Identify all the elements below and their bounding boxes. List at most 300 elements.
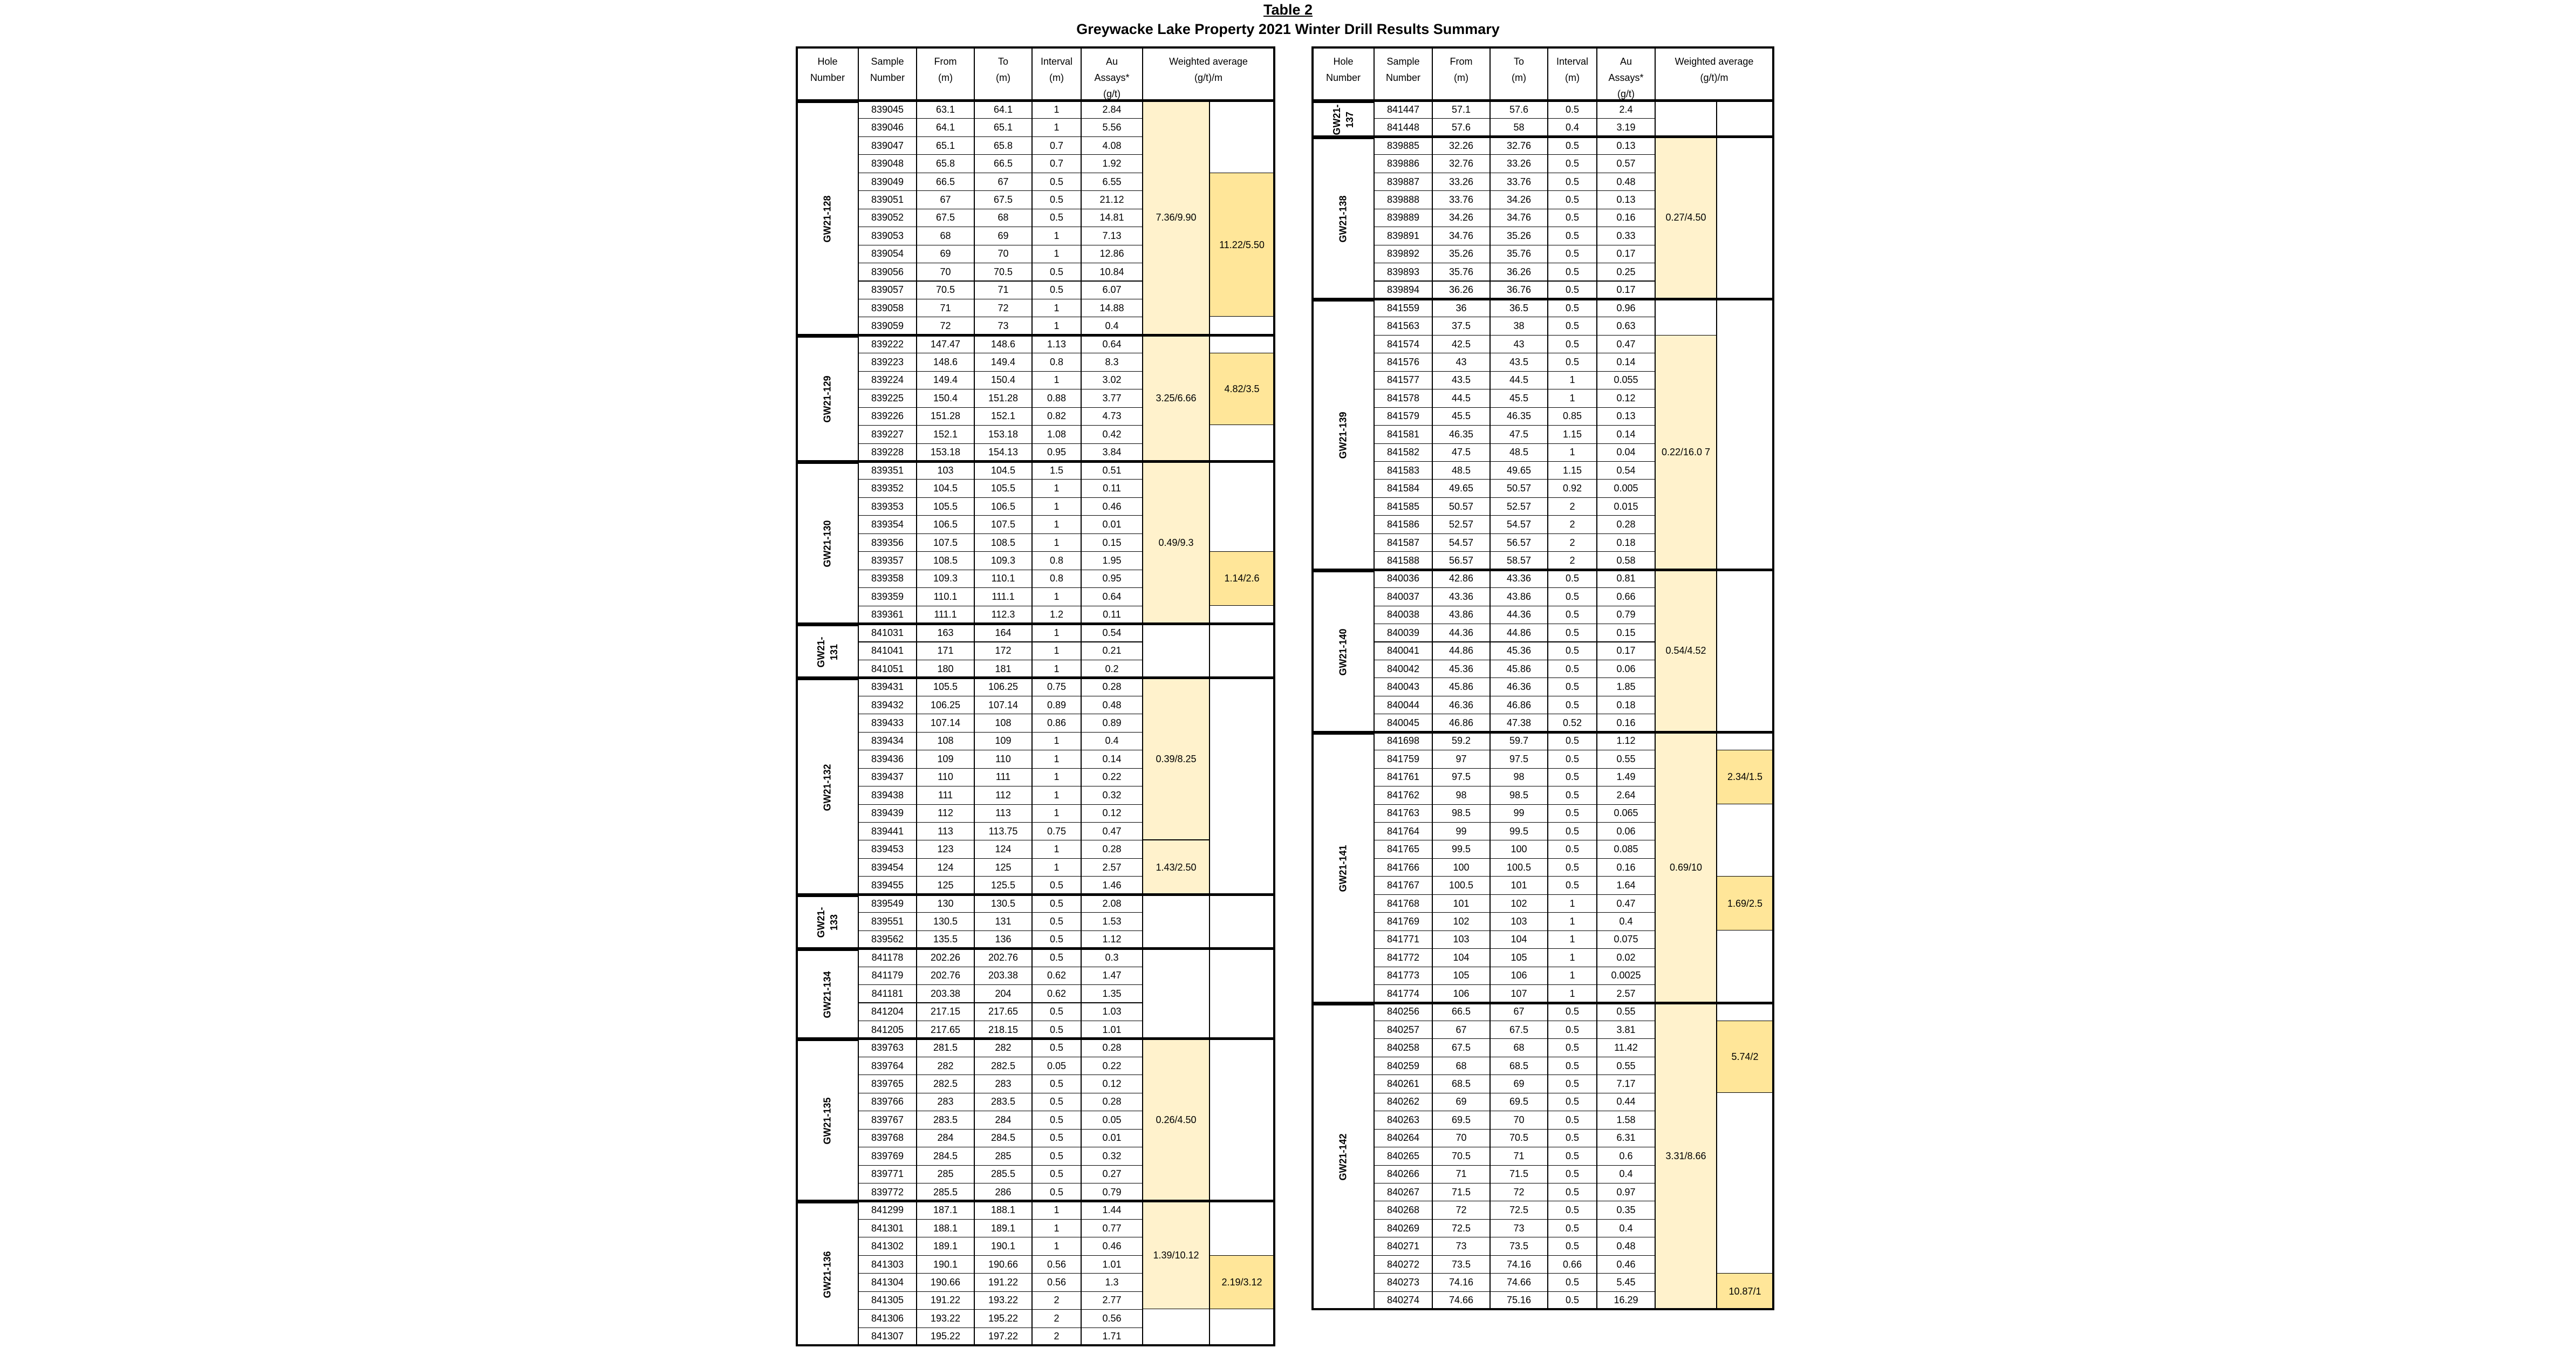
interval-cell: 0.5 bbox=[1548, 570, 1597, 588]
sample-number: 839351 bbox=[858, 461, 917, 480]
sample-number: 841587 bbox=[1374, 533, 1432, 552]
from-cell: 123 bbox=[917, 840, 974, 858]
from-cell: 110.1 bbox=[917, 587, 974, 606]
from-cell: 203.38 bbox=[917, 984, 974, 1003]
interval-cell: 2 bbox=[1548, 551, 1597, 570]
au-assay-cell: 2.57 bbox=[1597, 984, 1655, 1003]
au-assay-cell: 12.86 bbox=[1081, 245, 1143, 263]
au-assay-cell: 0.63 bbox=[1597, 317, 1655, 335]
header-interval-line: (m) bbox=[1565, 72, 1580, 83]
sample-number: 839225 bbox=[858, 389, 917, 407]
interval-cell: 1 bbox=[1548, 948, 1597, 967]
header-au-line: Assays* bbox=[1608, 72, 1644, 83]
from-cell: 43.86 bbox=[1432, 606, 1490, 624]
au-assay-cell: 2.84 bbox=[1081, 100, 1143, 119]
from-cell: 42.86 bbox=[1432, 570, 1490, 588]
interval-cell: 0.5 bbox=[1032, 948, 1081, 967]
sample-number: 839886 bbox=[1374, 154, 1432, 173]
interval-cell: 0.5 bbox=[1032, 209, 1081, 227]
sample-number: 840263 bbox=[1374, 1111, 1432, 1129]
au-assay-cell: 0.17 bbox=[1597, 281, 1655, 299]
sample-number: 841764 bbox=[1374, 822, 1432, 840]
from-cell: 105.5 bbox=[917, 497, 974, 516]
from-cell: 68 bbox=[917, 227, 974, 245]
weighted-average-cell: 0.69/10 bbox=[1655, 732, 1717, 1003]
hole-number-label: GW21-134 bbox=[822, 971, 833, 1018]
from-cell: 49.65 bbox=[1432, 479, 1490, 497]
interval-cell: 0.5 bbox=[1548, 281, 1597, 299]
to-cell: 111.1 bbox=[974, 587, 1032, 606]
to-cell: 46.86 bbox=[1490, 696, 1548, 714]
from-cell: 284.5 bbox=[917, 1147, 974, 1165]
to-cell: 35.26 bbox=[1490, 227, 1548, 245]
from-cell: 191.22 bbox=[917, 1291, 974, 1310]
weighted-average-cell: 0.26/4.50 bbox=[1143, 1038, 1210, 1201]
from-cell: 103 bbox=[917, 461, 974, 480]
from-cell: 97 bbox=[1432, 750, 1490, 768]
to-cell: 283 bbox=[974, 1075, 1032, 1093]
sample-number: 841447 bbox=[1374, 100, 1432, 119]
from-cell: 104.5 bbox=[917, 479, 974, 497]
au-assay-cell: 0.18 bbox=[1597, 696, 1655, 714]
interval-cell: 1 bbox=[1548, 389, 1597, 407]
to-cell: 44.36 bbox=[1490, 606, 1548, 624]
sample-number: 839361 bbox=[858, 606, 917, 624]
interval-cell: 0.5 bbox=[1548, 335, 1597, 353]
interval-cell: 0.86 bbox=[1032, 714, 1081, 732]
hole-number-label: GW21-132 bbox=[822, 764, 833, 811]
sample-number: 841563 bbox=[1374, 317, 1432, 335]
sample-number: 841766 bbox=[1374, 858, 1432, 877]
au-assay-cell: 1.12 bbox=[1597, 732, 1655, 750]
au-assay-cell: 0.06 bbox=[1597, 660, 1655, 678]
interval-cell: 0.62 bbox=[1032, 984, 1081, 1003]
to-cell: 65.8 bbox=[974, 136, 1032, 155]
au-assay-cell: 3.19 bbox=[1597, 118, 1655, 136]
from-cell: 52.57 bbox=[1432, 515, 1490, 533]
hole-number-label: GW21-135 bbox=[822, 1097, 833, 1145]
interval-cell: 0.5 bbox=[1548, 353, 1597, 371]
from-cell: 151.28 bbox=[917, 407, 974, 426]
to-cell: 283.5 bbox=[974, 1093, 1032, 1111]
sample-number: 841759 bbox=[1374, 750, 1432, 768]
sample-number: 839432 bbox=[858, 696, 917, 714]
from-cell: 70.5 bbox=[1432, 1147, 1490, 1165]
sample-number: 839053 bbox=[858, 227, 917, 245]
sample-number: 840256 bbox=[1374, 1003, 1432, 1021]
au-assay-cell: 0.13 bbox=[1597, 190, 1655, 209]
interval-cell: 0.5 bbox=[1548, 858, 1597, 877]
from-cell: 193.22 bbox=[917, 1309, 974, 1328]
to-cell: 68 bbox=[1490, 1038, 1548, 1057]
sample-number: 840274 bbox=[1374, 1291, 1432, 1310]
sample-number: 840267 bbox=[1374, 1183, 1432, 1201]
interval-cell: 1 bbox=[1032, 371, 1081, 389]
header-interval-line: Interval bbox=[1556, 56, 1589, 67]
sample-number: 841051 bbox=[858, 660, 917, 678]
au-assay-cell: 0.04 bbox=[1597, 443, 1655, 462]
to-cell: 71 bbox=[974, 281, 1032, 299]
to-cell: 69 bbox=[974, 227, 1032, 245]
interval-cell: 0.5 bbox=[1032, 876, 1081, 894]
sample-number: 841588 bbox=[1374, 551, 1432, 570]
from-cell: 188.1 bbox=[917, 1219, 974, 1237]
from-cell: 66.5 bbox=[1432, 1003, 1490, 1021]
interval-cell: 0.5 bbox=[1548, 696, 1597, 714]
au-assay-cell: 4.08 bbox=[1081, 136, 1143, 155]
to-cell: 107 bbox=[1490, 984, 1548, 1003]
interval-cell: 1 bbox=[1032, 299, 1081, 317]
from-cell: 163 bbox=[917, 624, 974, 642]
sample-number: 839892 bbox=[1374, 245, 1432, 263]
header-weighted-line: Weighted average bbox=[1169, 56, 1248, 67]
au-assay-cell: 0.56 bbox=[1081, 1309, 1143, 1328]
sample-number: 841299 bbox=[858, 1201, 917, 1219]
sample-number: 839888 bbox=[1374, 190, 1432, 209]
from-cell: 44.86 bbox=[1432, 642, 1490, 660]
from-cell: 65.1 bbox=[917, 136, 974, 155]
au-assay-cell: 0.57 bbox=[1597, 154, 1655, 173]
au-assay-cell: 0.33 bbox=[1597, 227, 1655, 245]
from-cell: 104 bbox=[1432, 948, 1490, 967]
sample-number: 840269 bbox=[1374, 1219, 1432, 1237]
interval-cell: 0.5 bbox=[1548, 136, 1597, 155]
au-assay-cell: 0.27 bbox=[1081, 1165, 1143, 1183]
from-cell: 135.5 bbox=[917, 930, 974, 949]
from-cell: 103 bbox=[1432, 930, 1490, 949]
from-cell: 150.4 bbox=[917, 389, 974, 407]
au-assay-cell: 0.11 bbox=[1081, 479, 1143, 497]
to-cell: 98.5 bbox=[1490, 786, 1548, 804]
au-assay-cell: 0.4 bbox=[1597, 912, 1655, 930]
au-assay-cell: 1.92 bbox=[1081, 154, 1143, 173]
interval-cell: 1 bbox=[1032, 732, 1081, 750]
from-cell: 67 bbox=[1432, 1021, 1490, 1039]
to-cell: 285 bbox=[974, 1147, 1032, 1165]
sample-number: 841179 bbox=[858, 967, 917, 985]
from-cell: 282.5 bbox=[917, 1075, 974, 1093]
from-cell: 282 bbox=[917, 1057, 974, 1075]
from-cell: 36 bbox=[1432, 299, 1490, 317]
interval-cell: 0.5 bbox=[1548, 245, 1597, 263]
to-cell: 104.5 bbox=[974, 461, 1032, 480]
interval-cell: 1 bbox=[1548, 443, 1597, 462]
sample-number: 839352 bbox=[858, 479, 917, 497]
au-assay-cell: 5.56 bbox=[1081, 118, 1143, 136]
interval-cell: 1 bbox=[1032, 768, 1081, 786]
hole-number-label: GW21-​133 bbox=[816, 907, 839, 938]
from-cell: 113 bbox=[917, 822, 974, 840]
from-cell: 50.57 bbox=[1432, 497, 1490, 516]
to-cell: 98 bbox=[1490, 768, 1548, 786]
au-assay-cell: 0.01 bbox=[1081, 1129, 1143, 1147]
from-cell: 106 bbox=[1432, 984, 1490, 1003]
au-assay-cell: 5.45 bbox=[1597, 1273, 1655, 1291]
from-cell: 149.4 bbox=[917, 371, 974, 389]
weighted-average-cell: 4.82/3.5 bbox=[1210, 353, 1274, 425]
sample-number: 841579 bbox=[1374, 407, 1432, 426]
au-assay-cell: 0.64 bbox=[1081, 587, 1143, 606]
weighted-average-cell: 1.39/10.12 bbox=[1143, 1201, 1210, 1309]
interval-cell: 0.5 bbox=[1548, 1291, 1597, 1310]
interval-cell: 1 bbox=[1032, 786, 1081, 804]
to-cell: 45.5 bbox=[1490, 389, 1548, 407]
header-interval-line: Interval bbox=[1040, 56, 1073, 67]
interval-cell: 1.15 bbox=[1548, 461, 1597, 480]
interval-cell: 0.5 bbox=[1548, 804, 1597, 823]
from-cell: 111 bbox=[917, 786, 974, 804]
sample-number: 839891 bbox=[1374, 227, 1432, 245]
to-cell: 113 bbox=[974, 804, 1032, 823]
from-cell: 72 bbox=[1432, 1201, 1490, 1219]
interval-cell: 0.5 bbox=[1032, 1165, 1081, 1183]
hole-number-label: GW21-140 bbox=[1337, 628, 1349, 676]
from-cell: 106.25 bbox=[917, 696, 974, 714]
to-cell: 75.16 bbox=[1490, 1291, 1548, 1310]
to-cell: 44.86 bbox=[1490, 624, 1548, 642]
sample-number: 839767 bbox=[858, 1111, 917, 1129]
to-cell: 70.5 bbox=[1490, 1129, 1548, 1147]
interval-cell: 0.5 bbox=[1548, 154, 1597, 173]
interval-cell: 0.5 bbox=[1548, 732, 1597, 750]
to-cell: 64.1 bbox=[974, 100, 1032, 119]
from-cell: 97.5 bbox=[1432, 768, 1490, 786]
from-cell: 34.26 bbox=[1432, 209, 1490, 227]
to-cell: 100 bbox=[1490, 840, 1548, 858]
from-cell: 54.57 bbox=[1432, 533, 1490, 552]
interval-cell: 0.5 bbox=[1548, 750, 1597, 768]
interval-cell: 1.13 bbox=[1032, 335, 1081, 353]
au-assay-cell: 0.0025 bbox=[1597, 967, 1655, 985]
interval-cell: 1 bbox=[1548, 912, 1597, 930]
sample-number: 840264 bbox=[1374, 1129, 1432, 1147]
sample-number: 839045 bbox=[858, 100, 917, 119]
au-assay-cell: 0.47 bbox=[1597, 335, 1655, 353]
interval-cell: 0.5 bbox=[1548, 1201, 1597, 1219]
from-cell: 73.5 bbox=[1432, 1255, 1490, 1274]
au-assay-cell: 0.79 bbox=[1597, 606, 1655, 624]
au-assay-cell: 0.4 bbox=[1081, 317, 1143, 335]
from-cell: 74.16 bbox=[1432, 1273, 1490, 1291]
sample-number: 839227 bbox=[858, 425, 917, 443]
interval-cell: 0.5 bbox=[1548, 100, 1597, 119]
to-cell: 284.5 bbox=[974, 1129, 1032, 1147]
interval-cell: 1 bbox=[1032, 118, 1081, 136]
sample-number: 839226 bbox=[858, 407, 917, 426]
from-cell: 285.5 bbox=[917, 1183, 974, 1201]
from-cell: 56.57 bbox=[1432, 551, 1490, 570]
au-assay-cell: 0.14 bbox=[1597, 353, 1655, 371]
to-cell: 56.57 bbox=[1490, 533, 1548, 552]
from-cell: 66.5 bbox=[917, 173, 974, 191]
to-cell: 43.86 bbox=[1490, 587, 1548, 606]
to-cell: 68 bbox=[974, 209, 1032, 227]
sample-number: 841698 bbox=[1374, 732, 1432, 750]
interval-cell: 0.8 bbox=[1032, 353, 1081, 371]
from-cell: 130.5 bbox=[917, 912, 974, 930]
sample-number: 839437 bbox=[858, 768, 917, 786]
interval-cell: 0.5 bbox=[1548, 1038, 1597, 1057]
sample-number: 841582 bbox=[1374, 443, 1432, 462]
interval-cell: 0.5 bbox=[1548, 317, 1597, 335]
au-assay-cell: 0.55 bbox=[1597, 750, 1655, 768]
from-cell: 32.26 bbox=[1432, 136, 1490, 155]
interval-cell: 1 bbox=[1032, 317, 1081, 335]
sample-number: 839438 bbox=[858, 786, 917, 804]
to-cell: 70 bbox=[974, 245, 1032, 263]
au-assay-cell: 0.47 bbox=[1081, 822, 1143, 840]
from-cell: 43.5 bbox=[1432, 371, 1490, 389]
from-cell: 152.1 bbox=[917, 425, 974, 443]
from-cell: 43 bbox=[1432, 353, 1490, 371]
header-au-line: (g/t) bbox=[1103, 88, 1120, 99]
interval-cell: 0.5 bbox=[1548, 1273, 1597, 1291]
sample-number: 839455 bbox=[858, 876, 917, 894]
au-assay-cell: 0.06 bbox=[1597, 822, 1655, 840]
header-weighted-line: (g/t)/m bbox=[1700, 72, 1728, 83]
to-cell: 73.5 bbox=[1490, 1237, 1548, 1255]
from-cell: 70 bbox=[917, 263, 974, 281]
au-assay-cell: 1.64 bbox=[1597, 876, 1655, 894]
to-cell: 71.5 bbox=[1490, 1165, 1548, 1183]
interval-cell: 2 bbox=[1548, 497, 1597, 516]
interval-cell: 0.5 bbox=[1548, 587, 1597, 606]
sample-number: 841577 bbox=[1374, 371, 1432, 389]
interval-cell: 0.82 bbox=[1032, 407, 1081, 426]
sample-number: 840257 bbox=[1374, 1021, 1432, 1039]
weighted-average-cell: 11.22/5.50 bbox=[1210, 173, 1274, 317]
from-cell: 42.5 bbox=[1432, 335, 1490, 353]
interval-cell: 1.08 bbox=[1032, 425, 1081, 443]
au-assay-cell: 0.32 bbox=[1081, 786, 1143, 804]
to-cell: 59.7 bbox=[1490, 732, 1548, 750]
from-cell: 72 bbox=[917, 317, 974, 335]
au-assay-cell: 0.12 bbox=[1081, 1075, 1143, 1093]
to-cell: 44.5 bbox=[1490, 371, 1548, 389]
interval-cell: 1 bbox=[1032, 804, 1081, 823]
sample-number: 841303 bbox=[858, 1255, 917, 1274]
interval-cell: 2 bbox=[1032, 1309, 1081, 1328]
from-cell: 109 bbox=[917, 750, 974, 768]
au-assay-cell: 1.3 bbox=[1081, 1273, 1143, 1291]
au-assay-cell: 2.77 bbox=[1081, 1291, 1143, 1310]
to-cell: 108 bbox=[974, 714, 1032, 732]
au-assay-cell: 0.28 bbox=[1081, 1038, 1143, 1057]
interval-cell: 1 bbox=[1548, 894, 1597, 913]
to-cell: 104 bbox=[1490, 930, 1548, 949]
to-cell: 107.14 bbox=[974, 696, 1032, 714]
au-assay-cell: 1.35 bbox=[1081, 984, 1143, 1003]
to-cell: 172 bbox=[974, 642, 1032, 660]
interval-cell: 0.5 bbox=[1032, 1093, 1081, 1111]
interval-cell: 1.2 bbox=[1032, 606, 1081, 624]
to-cell: 191.22 bbox=[974, 1273, 1032, 1291]
au-assay-cell: 0.085 bbox=[1597, 840, 1655, 858]
interval-cell: 1 bbox=[1032, 1237, 1081, 1255]
au-assay-cell: 0.32 bbox=[1081, 1147, 1143, 1165]
to-cell: 204 bbox=[974, 984, 1032, 1003]
to-cell: 99 bbox=[1490, 804, 1548, 823]
to-cell: 71 bbox=[1490, 1147, 1548, 1165]
weighted-average-cell: 2.34/1.5 bbox=[1717, 750, 1773, 804]
to-cell: 70 bbox=[1490, 1111, 1548, 1129]
au-assay-cell: 0.46 bbox=[1081, 497, 1143, 516]
table-frame bbox=[1311, 46, 1774, 1310]
interval-cell: 0.5 bbox=[1032, 894, 1081, 913]
sample-number: 839224 bbox=[858, 371, 917, 389]
au-assay-cell: 0.46 bbox=[1081, 1237, 1143, 1255]
from-cell: 125 bbox=[917, 876, 974, 894]
to-cell: 47.38 bbox=[1490, 714, 1548, 732]
from-cell: 70 bbox=[1432, 1129, 1490, 1147]
sample-number: 840041 bbox=[1374, 642, 1432, 660]
sample-number: 839047 bbox=[858, 136, 917, 155]
interval-cell: 1 bbox=[1032, 227, 1081, 245]
au-assay-cell: 1.53 bbox=[1081, 912, 1143, 930]
interval-cell: 0.75 bbox=[1032, 678, 1081, 696]
sample-number: 839058 bbox=[858, 299, 917, 317]
interval-cell: 1 bbox=[1032, 624, 1081, 642]
to-cell: 109.3 bbox=[974, 551, 1032, 570]
interval-cell: 1 bbox=[1032, 100, 1081, 119]
to-cell: 181 bbox=[974, 660, 1032, 678]
interval-cell: 0.66 bbox=[1548, 1255, 1597, 1274]
to-cell: 151.28 bbox=[974, 389, 1032, 407]
au-assay-cell: 0.4 bbox=[1597, 1219, 1655, 1237]
to-cell: 38 bbox=[1490, 317, 1548, 335]
au-assay-cell: 0.16 bbox=[1597, 209, 1655, 227]
au-assay-cell: 0.48 bbox=[1081, 696, 1143, 714]
to-cell: 100.5 bbox=[1490, 858, 1548, 877]
hole-number-label: GW21-141 bbox=[1337, 845, 1349, 892]
au-assay-cell: 0.47 bbox=[1597, 894, 1655, 913]
au-assay-cell: 0.51 bbox=[1081, 461, 1143, 480]
sample-number: 839048 bbox=[858, 154, 917, 173]
au-assay-cell: 2.57 bbox=[1081, 858, 1143, 877]
interval-cell: 2 bbox=[1032, 1328, 1081, 1346]
weighted-average-cell: 0.27/4.50 bbox=[1655, 136, 1717, 299]
to-cell: 74.16 bbox=[1490, 1255, 1548, 1274]
sample-number: 839549 bbox=[858, 894, 917, 913]
au-assay-cell: 0.05 bbox=[1081, 1111, 1143, 1129]
to-cell: 47.5 bbox=[1490, 425, 1548, 443]
au-assay-cell: 0.01 bbox=[1081, 515, 1143, 533]
header-au-line: (g/t) bbox=[1617, 88, 1635, 99]
sample-number: 841576 bbox=[1374, 353, 1432, 371]
interval-cell: 0.85 bbox=[1548, 407, 1597, 426]
to-cell: 33.76 bbox=[1490, 173, 1548, 191]
interval-cell: 1 bbox=[1548, 984, 1597, 1003]
sample-number: 840043 bbox=[1374, 678, 1432, 696]
sample-number: 840268 bbox=[1374, 1201, 1432, 1219]
au-assay-cell: 1.03 bbox=[1081, 1003, 1143, 1021]
interval-cell: 0.95 bbox=[1032, 443, 1081, 462]
to-cell: 66.5 bbox=[974, 154, 1032, 173]
to-cell: 150.4 bbox=[974, 371, 1032, 389]
from-cell: 148.6 bbox=[917, 353, 974, 371]
au-assay-cell: 0.4 bbox=[1081, 732, 1143, 750]
from-cell: 180 bbox=[917, 660, 974, 678]
au-assay-cell: 0.3 bbox=[1081, 948, 1143, 967]
interval-cell: 1 bbox=[1548, 371, 1597, 389]
from-cell: 32.76 bbox=[1432, 154, 1490, 173]
interval-cell: 0.5 bbox=[1548, 678, 1597, 696]
header-hole-line: Number bbox=[1325, 72, 1361, 83]
from-cell: 70.5 bbox=[917, 281, 974, 299]
header-from-line: From bbox=[934, 56, 957, 67]
sample-number: 839052 bbox=[858, 209, 917, 227]
to-cell: 152.1 bbox=[974, 407, 1032, 426]
